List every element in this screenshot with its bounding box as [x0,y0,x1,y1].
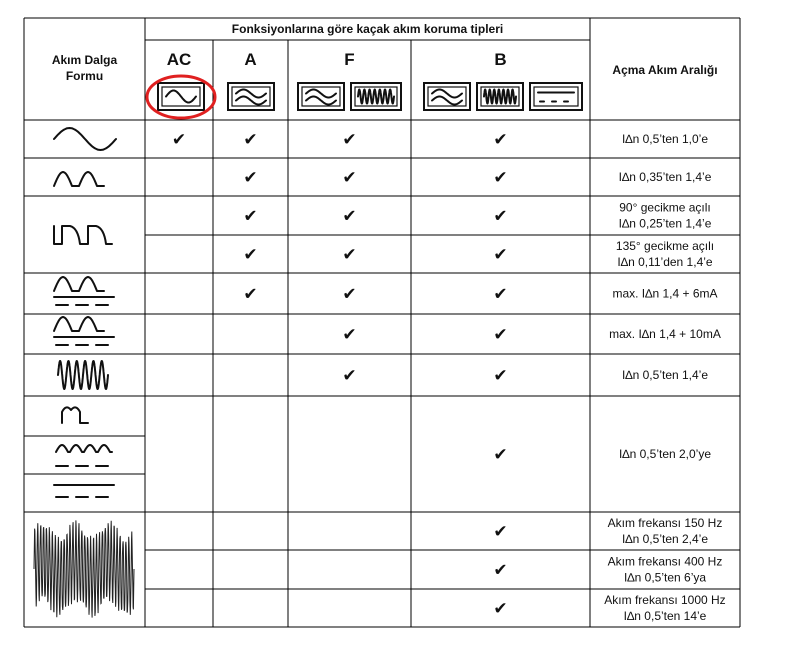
types-group-title: Fonksiyonlarına göre kaçak akım koruma tipleri [231,22,504,36]
range-text: Akım frekansı 400 Hz [607,554,723,569]
check-mark: ✔ [243,245,258,264]
phase-cut-wave-icon [54,226,112,244]
range-text: max. I∆n 1,4 + 10mA [609,327,721,341]
icon-inner-frame [232,87,270,106]
range-text: max. I∆n 1,4 + 6mA [612,286,718,301]
range-text: Akım frekansı 150 Hz [607,516,723,530]
a-type-symbol-icon [228,83,274,110]
range-text: I∆n 0,5’ten 1,0’e [621,132,709,146]
check-mark: ✔ [493,245,508,264]
f-type-hf-symbol-icon [351,83,401,110]
range-text: I∆n 0,5’ten 14’e [623,609,707,623]
check-mark: ✔ [243,206,258,226]
waveform-column-title: Akım Dalga [51,53,118,67]
range-text: I∆n 0,11’den 1,4’e [617,255,713,269]
check-mark: ✔ [493,599,508,618]
check-mark: ✔ [243,130,258,149]
f-type-sine-symbol-icon [298,83,344,110]
sine-wave-icon [54,128,116,150]
range-text: I∆n 0,35’ten 1,4’e [618,170,712,184]
range-text: I∆n 0,25’ten 1,4’e [618,216,712,231]
range-text: I∆n 0,5’ten 2,4’e [621,532,709,546]
high-frequency-path [358,90,394,104]
check-mark: ✔ [243,284,258,304]
single-pulse-wave-icon [62,407,88,423]
icon-inner-frame [428,87,466,106]
check-mark: ✔ [493,560,508,580]
check-mark: ✔ [342,366,357,385]
check-mark: ✔ [342,206,357,226]
check-mark: ✔ [493,522,508,541]
type-f-label: F [344,50,355,69]
type-a-label: A [244,50,257,69]
waveform-icons [34,128,134,618]
range-text: I∆n 0,5’ten 6’ya [623,570,707,585]
b-type-dc-symbol-icon [530,83,582,110]
pulsating-dc-with-smooth-dc-icon [54,277,104,291]
check-mark: ✔ [342,168,357,187]
range-text: I∆n 0,5’ten 1,4’e [621,368,709,382]
check-mark: ✔ [342,284,357,304]
range-text: 90° gecikme açılı [619,200,711,215]
range-text: Akım frekansı 1000 Hz [604,593,726,607]
check-mark: ✔ [243,168,258,187]
check-mark: ✔ [342,130,357,149]
check-mark: ✔ [493,206,508,226]
check-mark: ✔ [342,245,357,264]
range-text: 135° gecikme açılı [615,239,715,253]
pulsating-wave-with-dc-icon [56,445,112,452]
mixed-frequency-wave-icon [34,520,134,617]
waveform-column-title: Formu [65,69,104,83]
table-header [52,22,718,118]
check-mark: ✔ [171,130,187,149]
high-frequency-wave-icon [58,361,108,389]
check-mark: ✔ [493,325,508,344]
range-text: I∆n 0,5’ten 2,0’ye [618,447,712,461]
check-mark: ✔ [493,284,508,304]
b-type-sine-symbol-icon [424,83,470,110]
check-mark: ✔ [493,168,508,187]
icon-inner-frame [302,87,340,106]
sine-wave-path [166,91,196,103]
table-cells [172,130,726,623]
ac-type-symbol-icon [158,83,204,110]
type-b-label: B [494,50,507,69]
check-mark: ✔ [342,325,357,344]
range-column-title: Açma Akım Aralığı [612,63,718,77]
check-mark: ✔ [493,130,508,149]
check-mark: ✔ [493,366,508,385]
high-frequency-path [484,90,516,104]
pulsating-dc-wave-icon [54,172,104,186]
icon-inner-frame [534,87,578,106]
pulsating-dc-with-smooth-dc-icon [54,317,104,331]
type-ac-label: AC [166,50,192,69]
b-type-hf-symbol-icon [477,83,523,110]
check-mark: ✔ [493,445,508,464]
